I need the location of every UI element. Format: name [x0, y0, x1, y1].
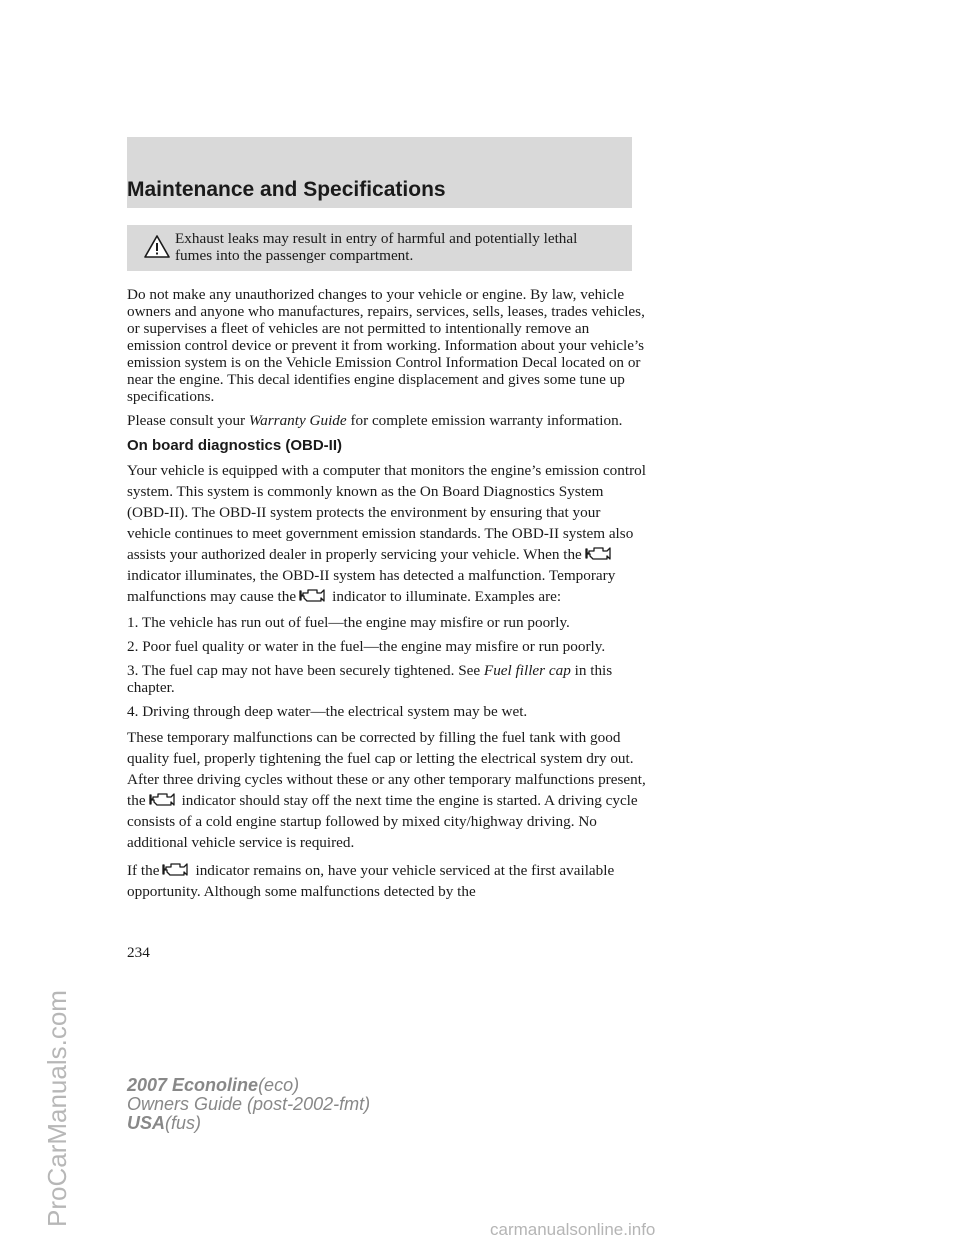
check-engine-icon: [585, 545, 615, 562]
list-item-fuel: 1. The vehicle has run out of fuel—the engine may misfire or run poorly.: [127, 614, 570, 631]
warranty-guide-reference: Warranty Guide: [248, 412, 347, 429]
main-content: [127, 286, 647, 909]
footer-model-code: (eco): [258, 1075, 300, 1095]
paragraph-indicator-remains-on: [127, 860, 647, 902]
obd-text-part2: indicator illuminates, the OBD-II system has detected a malfunction. Temporary malfunctions may cause the: [127, 567, 616, 605]
obd-subheading: On board diagnostics (OBD-II): [127, 437, 343, 454]
bottom-watermark: carmanualsonline.info: [490, 1220, 656, 1239]
footer-market-name: USA: [127, 1113, 166, 1133]
list-item-fuel-quality: 2. Poor fuel quality or water in the fuel—the engine may misfire or run poorly.: [127, 638, 606, 655]
warning-triangle-icon: [144, 234, 170, 260]
list-item-fuel-cap: [127, 662, 647, 696]
remains-on-text-part2: indicator remains on, have your vehicle serviced at the first available opportunity. Although some malfunctions detected by the: [127, 862, 615, 900]
temporary-text-part1: These temporary malfunctions can be corrected by filling the fuel tank with good quality fuel, properly tightening the fuel cap or letting the electrical system dry out. After three driving cycles without these or any other temporary malfunctions present, the: [127, 729, 646, 809]
fuel-cap-text-before: 3. The fuel cap may not have been securely tightened. See: [127, 662, 484, 679]
fuel-cap-text-after: in this chapter.: [127, 662, 613, 696]
obd-text-part3: indicator to illuminate. Examples are:: [332, 588, 562, 605]
check-engine-icon: [162, 861, 192, 878]
footer: [127, 1076, 370, 1133]
warning-box: [127, 225, 632, 271]
side-watermark: ProCarManuals.com: [42, 990, 72, 1227]
page-number: 234: [127, 944, 150, 961]
check-engine-icon: [149, 791, 179, 808]
section-title: Maintenance and Specifications: [127, 178, 446, 201]
warranty-text-after: for complete emission warranty information.: [346, 412, 623, 429]
temporary-text-part2: indicator should stay off the next time the engine is started. A driving cycle consists of a cold engine startup followed by mixed city/highway driving. No additional vehicle service is required.: [127, 792, 638, 851]
footer-line-guide: Owners Guide (post-2002-fmt): [127, 1094, 371, 1114]
fuel-filler-cap-reference: Fuel filler cap: [483, 662, 571, 679]
obd-text-part1: Your vehicle is equipped with a computer that monitors the engine’s emission control system. This system is commonly known as the On Board Diagnostics System (OBD-II). The OBD-II system protects the environment by ensuring that your vehicle continues to meet government emission standards. The OBD-II system also assists your authorized dealer in properly servicing your vehicle. When the: [127, 462, 646, 563]
paragraph-temporary-malfunctions: [127, 727, 647, 853]
paragraph-emission-law: Do not make any unauthorized changes to your vehicle or engine. By law, vehicle owners and anyone who manufactures, repairs, services, sells, leases, trades vehicles, or supervises a fleet of vehicles are not permitted to intentionally remove an emission control device or prevent it from working. Information about your vehicle’s emission system is on the Vehicle Emission Control Information Decal located on or near the engine. This decal identifies engine displacement and gives some tune up specifications.: [127, 286, 645, 405]
check-engine-icon: [299, 587, 329, 604]
footer-line-model: [127, 1076, 370, 1095]
footer-line-market: [127, 1114, 370, 1133]
footer-market-code: (fus): [165, 1113, 202, 1133]
warranty-text-before: Please consult your: [127, 412, 249, 429]
remains-on-text-part1: If the: [127, 862, 160, 879]
list-item-deep-water: 4. Driving through deep water—the electrical system may be wet.: [127, 703, 528, 720]
paragraph-obd: [127, 460, 647, 607]
paragraph-warranty: [127, 412, 647, 429]
warning-text: Exhaust leaks may result in entry of harmful and potentially lethal fumes into the passenger compartment.: [175, 230, 578, 264]
footer-model-name: 2007 Econoline: [127, 1075, 259, 1095]
